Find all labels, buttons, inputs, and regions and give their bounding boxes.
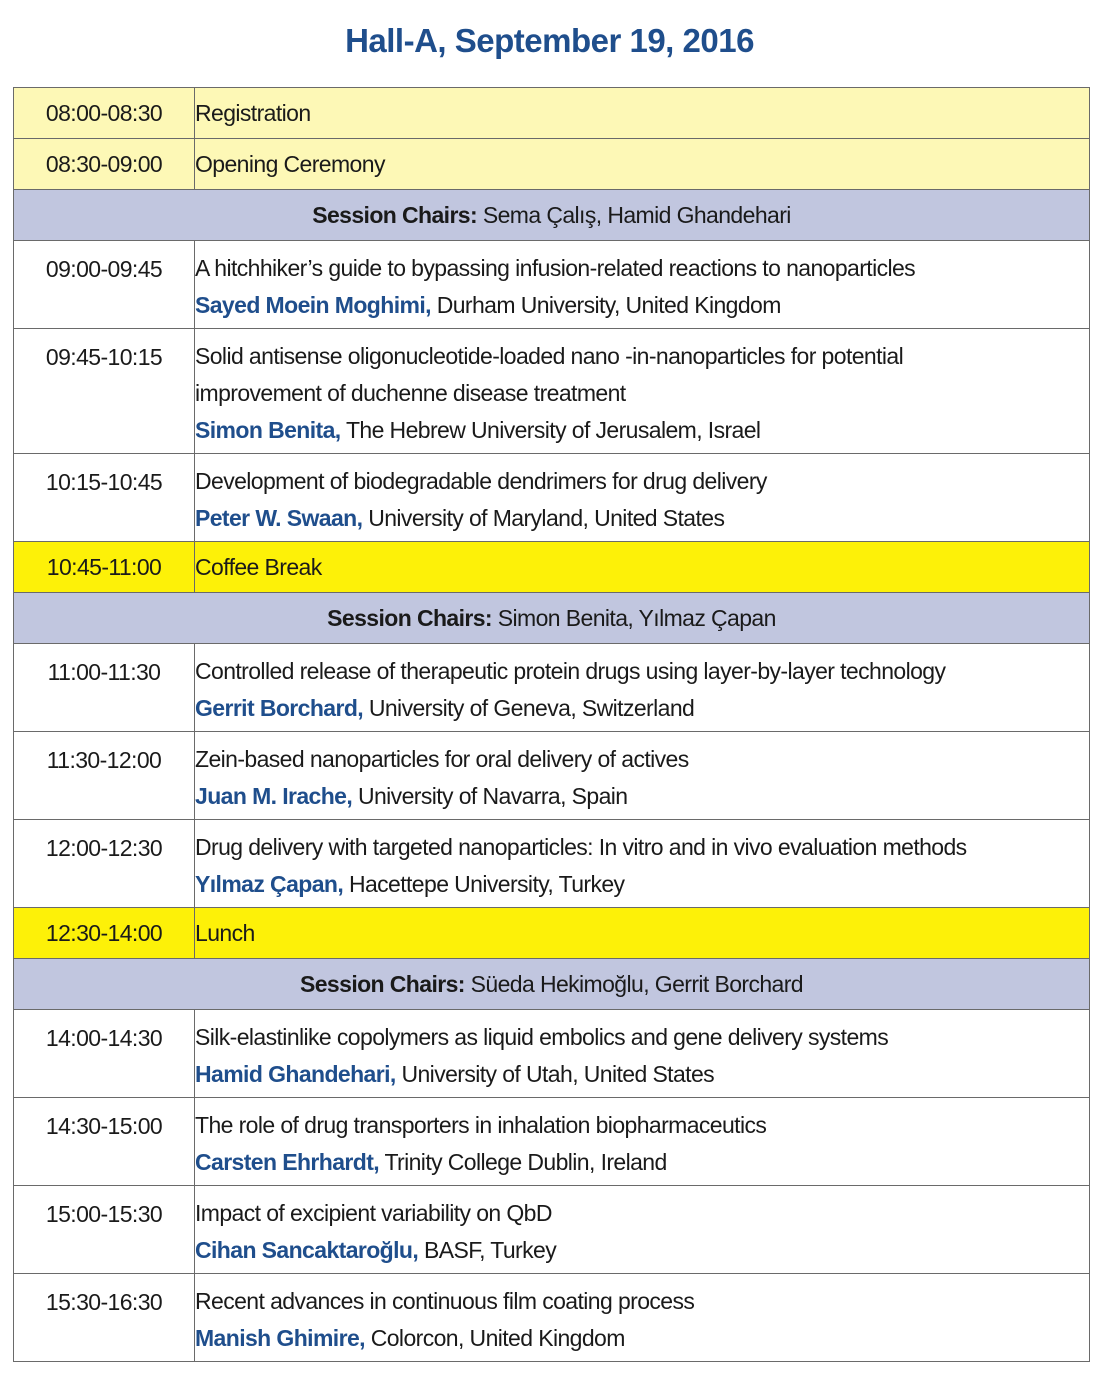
talk-row	[14, 1274, 1090, 1362]
speaker-affiliation: University of Utah, United States	[401, 1061, 715, 1087]
speaker-affiliation: University of Maryland, United States	[368, 505, 725, 531]
session-chairs-label: Session Chairs:	[327, 604, 492, 631]
time-slot: 09:00-09:45	[14, 241, 195, 329]
talk-title: improvement of duchenne disease treatment	[195, 380, 626, 406]
session-chairs-cell	[14, 593, 1090, 644]
speaker-line	[195, 287, 1089, 324]
time-slot: 14:30-15:00	[14, 1098, 195, 1186]
talk-details	[195, 644, 1090, 732]
break-row	[14, 542, 1090, 593]
talk-details	[195, 329, 1090, 454]
break-label: Coffee Break	[195, 542, 1090, 593]
speaker-affiliation: Colorcon, United Kingdom	[370, 1325, 625, 1351]
talk-details	[195, 820, 1090, 908]
speaker-name: Peter W. Swaan,	[195, 505, 363, 531]
speaker-name: Simon Benita,	[195, 417, 341, 443]
page-title: Hall-A, September 19, 2016	[345, 22, 754, 59]
speaker-affiliation: Hacettepe University, Turkey	[348, 871, 625, 897]
session-chairs-label: Session Chairs:	[300, 970, 465, 997]
talk-details	[195, 1186, 1090, 1274]
talk-title: A hitchhiker’s guide to bypassing infusion-related reactions to nanoparticles	[195, 255, 916, 281]
talk-title: Controlled release of therapeutic protein drugs using layer-by-layer technology	[195, 658, 946, 684]
talk-details	[195, 1098, 1090, 1186]
speaker-affiliation: Durham University, United Kingdom	[436, 292, 781, 318]
talk-title: The role of drug transporters in inhalation biopharmaceutics	[195, 1112, 767, 1138]
speaker-line	[195, 690, 1089, 727]
talk-details	[195, 454, 1090, 542]
session-chairs-label: Session Chairs:	[312, 201, 478, 228]
time-slot: 09:45-10:15	[14, 329, 195, 454]
time-slot: 15:30-16:30	[14, 1274, 195, 1362]
talk-title: Silk-elastinlike copolymers as liquid embolics and gene delivery systems	[195, 1024, 889, 1050]
talk-row	[14, 644, 1090, 732]
session-chairs-cell	[14, 190, 1090, 241]
talk-row	[14, 1186, 1090, 1274]
schedule-body	[14, 88, 1090, 1362]
talk-row	[14, 329, 1090, 454]
talk-details	[195, 732, 1090, 820]
schedule-table	[13, 87, 1090, 1362]
session-chairs-cell	[14, 959, 1090, 1010]
break-label: Opening Ceremony	[195, 139, 1090, 190]
speaker-name: Yılmaz Çapan,	[195, 871, 344, 897]
speaker-name: Sayed Moein Moghimi,	[195, 292, 431, 318]
break-label: Lunch	[195, 908, 1090, 959]
time-slot: 15:00-15:30	[14, 1186, 195, 1274]
speaker-name: Gerrit Borchard,	[195, 695, 364, 721]
time-slot: 11:30-12:00	[14, 732, 195, 820]
time-slot: 08:30-09:00	[14, 139, 195, 190]
speaker-name: Cihan Sancaktaroğlu,	[195, 1237, 419, 1263]
session-chairs-names: Sema Çalış, Hamid Ghandehari	[482, 201, 791, 228]
talk-title: Recent advances in continuous film coating process	[195, 1288, 695, 1314]
time-slot: 11:00-11:30	[14, 644, 195, 732]
speaker-line	[195, 1144, 1089, 1181]
speaker-affiliation: University of Geneva, Switzerland	[368, 695, 695, 721]
talk-row	[14, 820, 1090, 908]
talk-title: Zein-based nanoparticles for oral delivery of actives	[195, 746, 689, 772]
talk-title: Drug delivery with targeted nanoparticles: In vitro and in vivo evaluation methods	[195, 834, 967, 860]
speaker-line	[195, 1320, 1089, 1357]
time-slot: 08:00-08:30	[14, 88, 195, 139]
speaker-line	[195, 412, 1089, 449]
speaker-affiliation: Trinity College Dublin, Ireland	[384, 1149, 667, 1175]
session-chairs-names: Süeda Hekimoğlu, Gerrit Borchard	[470, 970, 803, 997]
time-slot: 14:00-14:30	[14, 1010, 195, 1098]
time-slot: 10:45-11:00	[14, 542, 195, 593]
speaker-name: Hamid Ghandehari,	[195, 1061, 396, 1087]
talk-row	[14, 732, 1090, 820]
time-slot: 12:30-14:00	[14, 908, 195, 959]
break-row	[14, 139, 1090, 190]
talk-row	[14, 241, 1090, 329]
session-chairs-row	[14, 959, 1090, 1010]
session-chairs-names: Simon Benita, Yılmaz Çapan	[497, 604, 776, 631]
speaker-name: Juan M. Irache,	[195, 783, 353, 809]
talk-title: Impact of excipient variability on QbD	[195, 1200, 552, 1226]
session-chairs-row	[14, 593, 1090, 644]
time-slot: 10:15-10:45	[14, 454, 195, 542]
speaker-affiliation: BASF, Turkey	[423, 1237, 557, 1263]
talk-details	[195, 241, 1090, 329]
talk-title: Solid antisense oligonucleotide-loaded nano -in-nanoparticles for potential	[195, 343, 904, 369]
speaker-line	[195, 1056, 1089, 1093]
talk-details	[195, 1274, 1090, 1362]
time-slot: 12:00-12:30	[14, 820, 195, 908]
speaker-line	[195, 500, 1089, 537]
speaker-line	[195, 778, 1089, 815]
speaker-name: Carsten Ehrhardt,	[195, 1149, 380, 1175]
speaker-line	[195, 1232, 1089, 1269]
break-row	[14, 908, 1090, 959]
speaker-affiliation: The Hebrew University of Jerusalem, Israel	[345, 417, 761, 443]
talk-row	[14, 1098, 1090, 1186]
break-row	[14, 88, 1090, 139]
talk-row	[14, 454, 1090, 542]
break-label: Registration	[195, 88, 1090, 139]
talk-row	[14, 1010, 1090, 1098]
speaker-name: Manish Ghimire,	[195, 1325, 365, 1351]
talk-details	[195, 1010, 1090, 1098]
talk-title: Development of biodegradable dendrimers for drug delivery	[195, 468, 767, 494]
session-chairs-row	[14, 190, 1090, 241]
speaker-affiliation: University of Navarra, Spain	[357, 783, 628, 809]
speaker-line	[195, 866, 1089, 903]
